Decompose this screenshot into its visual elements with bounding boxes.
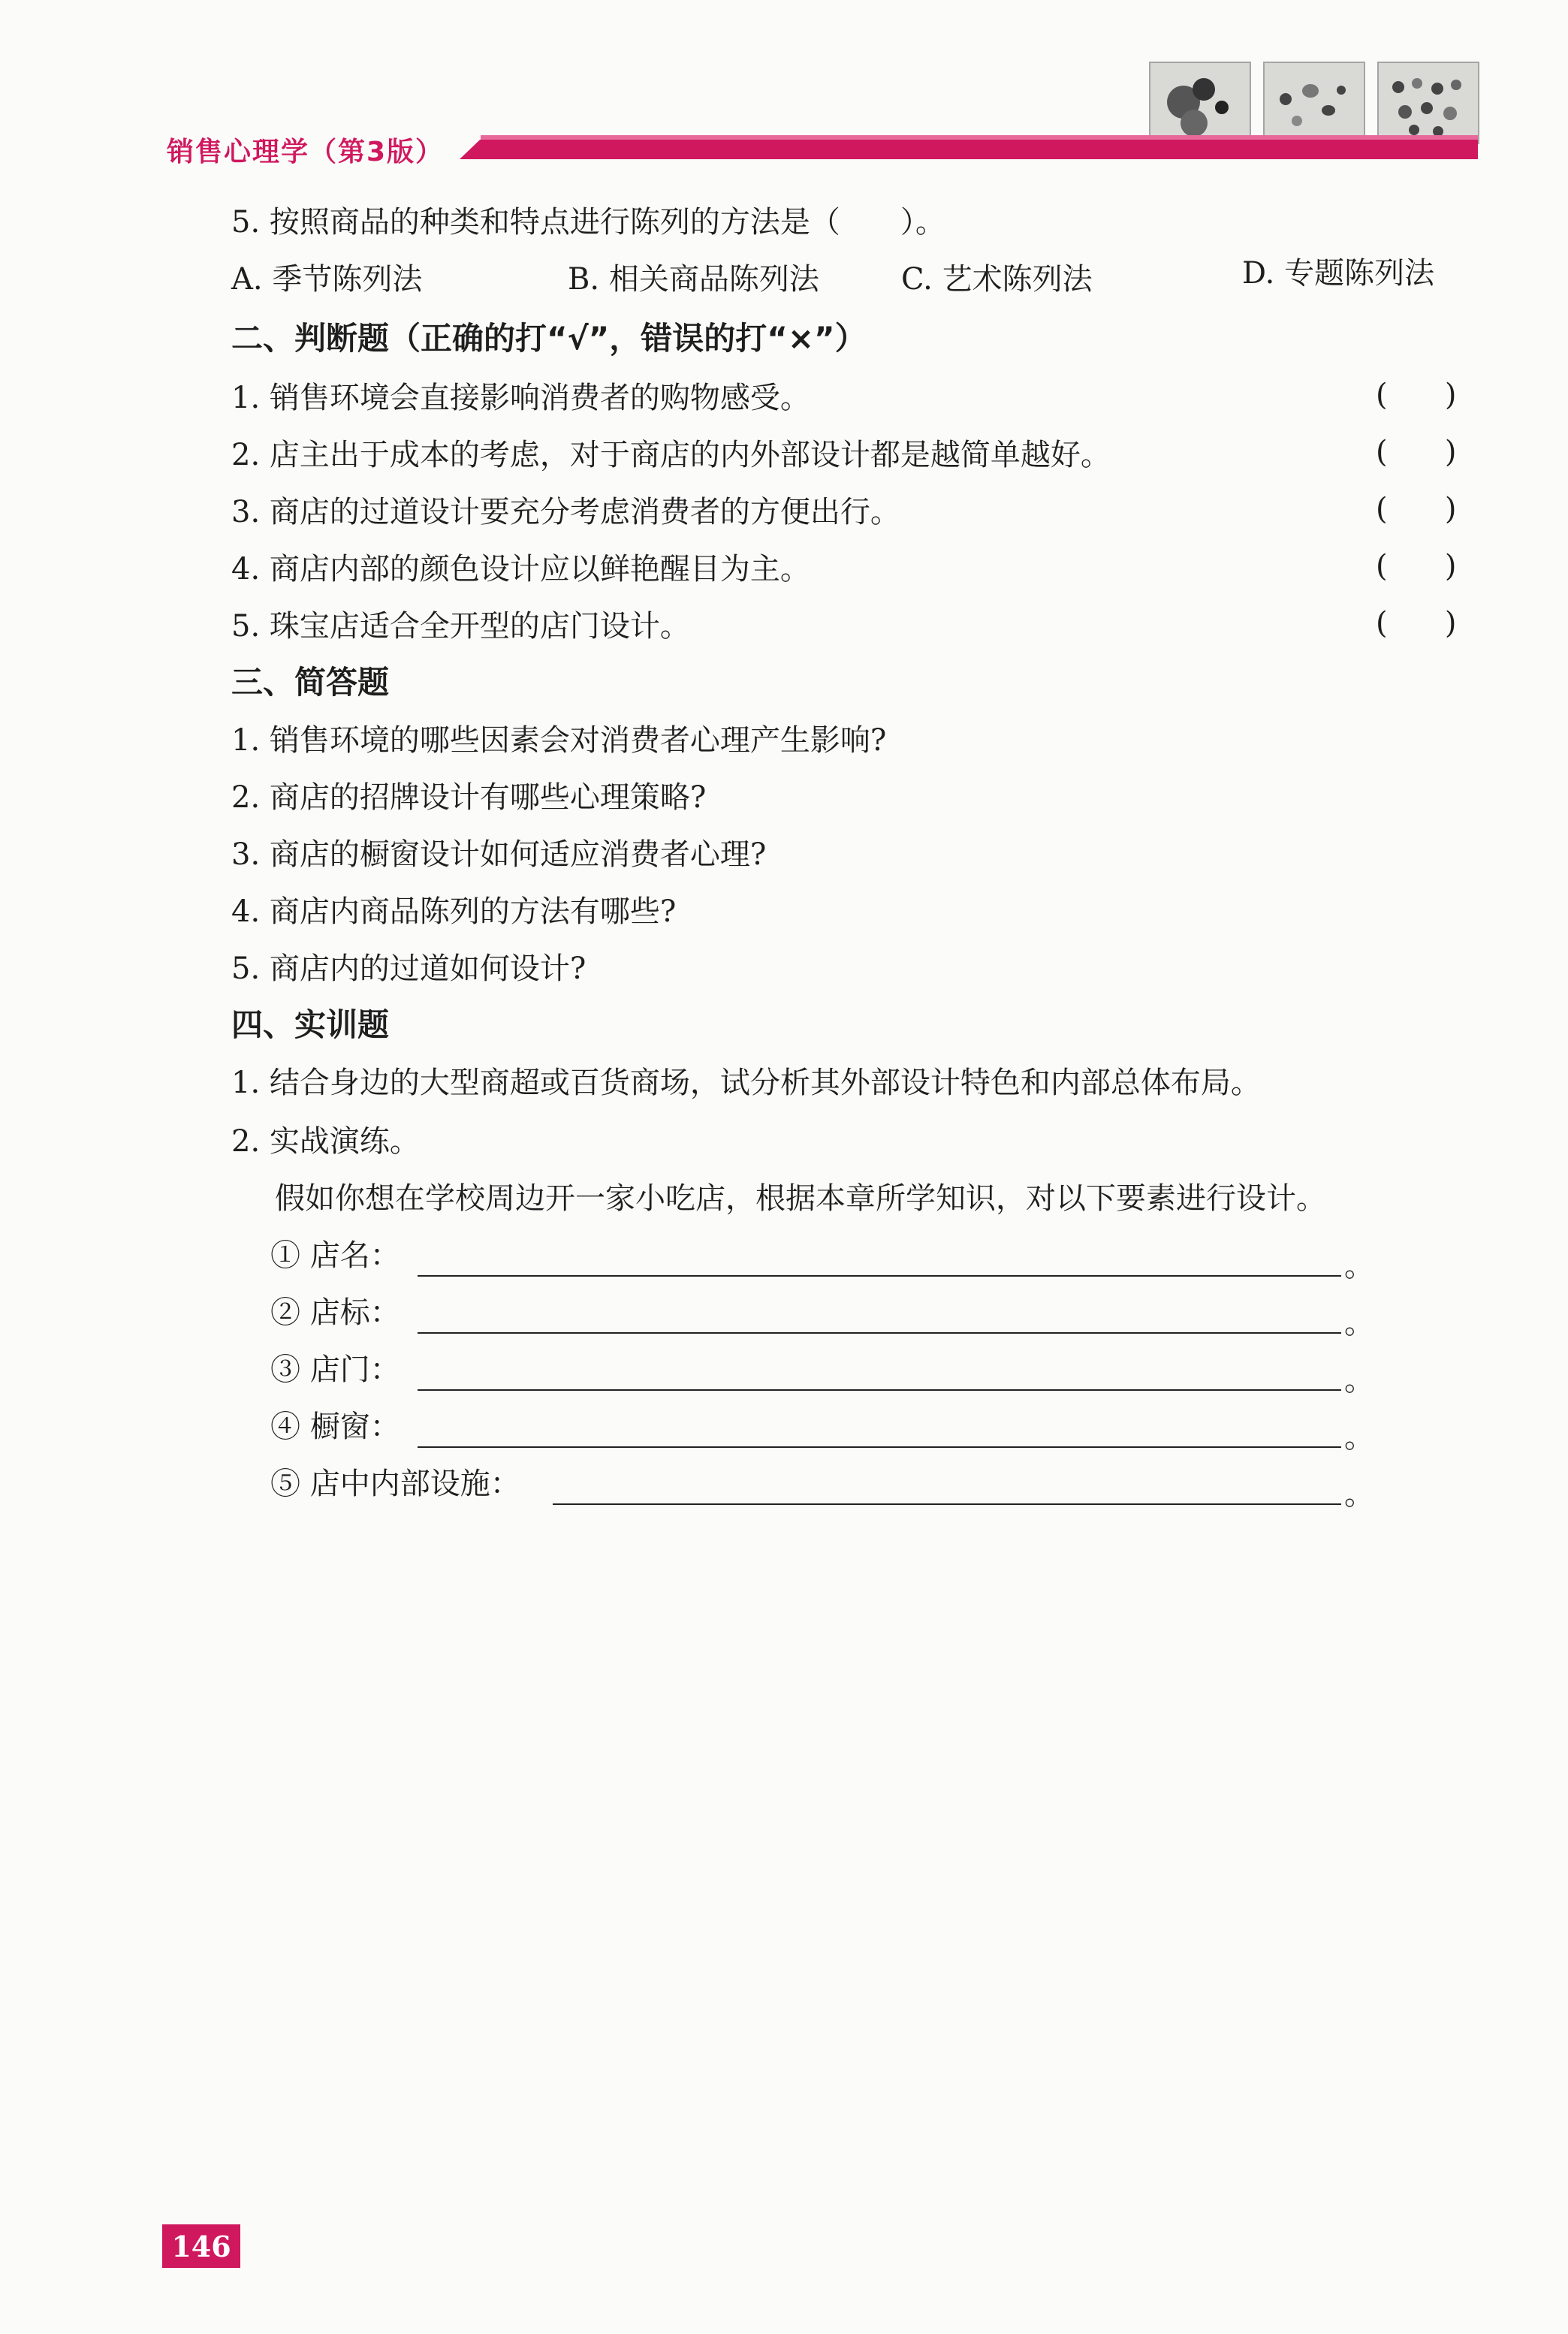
header-rule-highlight [481, 135, 1478, 140]
true-false-item-5: 5. 珠宝店适合全开型的店门设计。 [231, 609, 690, 644]
section-short-answer-title: 三、简答题 [231, 664, 390, 701]
option-a: A. 季节陈列法 [231, 262, 423, 297]
field-label-shop-window: ④ 橱窗： [270, 1410, 400, 1444]
field-period-3: 。 [1344, 1363, 1374, 1398]
field-label-shop-name: ① 店名： [270, 1238, 400, 1273]
field-label-shop-logo: ② 店标： [270, 1295, 400, 1330]
thumbnail-image-2 [1263, 62, 1365, 144]
option-c: C. 艺术陈列法 [901, 262, 1093, 297]
true-false-item-2: 2. 店主出于成本的考虑，对于商店的内外部设计都是越简单越好。 [231, 438, 1111, 472]
true-false-item-1: 1. 销售环境会直接影响消费者的购物感受。 [231, 381, 810, 415]
practical-item-2: 2. 实战演练。 [231, 1124, 420, 1159]
header-rule [460, 140, 1478, 159]
book-title: 销售心理学（第3版） [167, 137, 445, 167]
field-period-4: 。 [1344, 1420, 1374, 1455]
fill-line-shop-logo[interactable] [418, 1332, 1341, 1334]
option-d: D. 专题陈列法 [1242, 256, 1435, 291]
field-label-shop-door: ③ 店门： [270, 1352, 400, 1387]
practical-intro: 假如你想在学校周边开一家小吃店，根据本章所学知识，对以下要素进行设计。 [275, 1181, 1326, 1216]
true-false-item-3: 3. 商店的过道设计要充分考虑消费者的方便出行。 [231, 495, 900, 529]
answer-paren-5[interactable]: ( ) [1376, 606, 1457, 641]
answer-paren-3[interactable]: ( ) [1376, 492, 1457, 526]
fill-line-shop-window[interactable] [418, 1446, 1341, 1448]
header-thumbnails [1149, 62, 1479, 144]
option-b: B. 相关商品陈列法 [568, 262, 819, 297]
practical-item-1: 1. 结合身边的大型商超或百货商场，试分析其外部设计特色和内部总体布局。 [231, 1066, 1261, 1100]
answer-paren-2[interactable]: ( ) [1376, 435, 1457, 469]
fill-line-shop-name[interactable] [418, 1275, 1341, 1277]
short-answer-item-2: 2. 商店的招牌设计有哪些心理策略? [231, 780, 707, 815]
field-period-1: 。 [1344, 1249, 1374, 1283]
short-answer-item-3: 3. 商店的橱窗设计如何适应消费者心理? [231, 837, 767, 872]
short-answer-item-5: 5. 商店内的过道如何设计? [231, 951, 586, 986]
true-false-item-4: 4. 商店内部的颜色设计应以鲜艳醒目为主。 [231, 552, 810, 587]
fill-line-shop-door[interactable] [418, 1389, 1341, 1391]
fill-line-interior-facilities[interactable] [553, 1503, 1341, 1505]
short-answer-item-1: 1. 销售环境的哪些因素会对消费者心理产生影响? [231, 723, 887, 758]
page-number: 146 [162, 2224, 240, 2268]
section-practical-title: 四、实训题 [231, 1006, 390, 1043]
short-answer-item-4: 4. 商店内商品陈列的方法有哪些? [231, 894, 677, 929]
section-true-false-title: 二、判断题（正确的打“√”，错误的打“×”） [231, 320, 867, 357]
thumbnail-image-3 [1377, 62, 1479, 144]
answer-paren-4[interactable]: ( ) [1376, 549, 1457, 584]
choice-question-5: 5. 按照商品的种类和特点进行陈列的方法是（ ）。 [231, 205, 945, 240]
answer-paren-1[interactable]: ( ) [1376, 378, 1457, 412]
field-label-interior-facilities: ⑤ 店中内部设施： [270, 1467, 520, 1501]
field-period-2: 。 [1344, 1306, 1374, 1340]
field-period-5: 。 [1344, 1477, 1374, 1512]
thumbnail-image-1 [1149, 62, 1251, 144]
